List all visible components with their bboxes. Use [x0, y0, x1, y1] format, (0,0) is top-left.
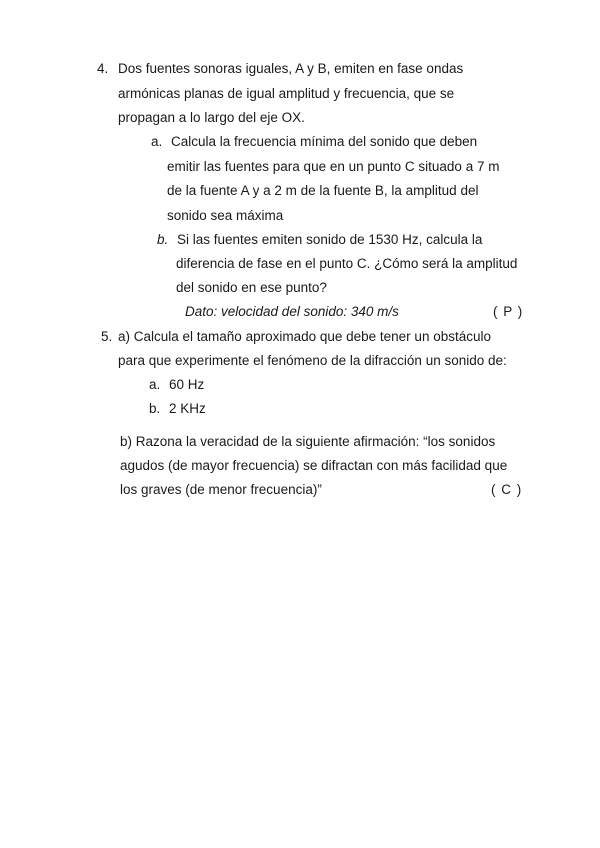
q4-tag: ( P )	[493, 304, 524, 319]
q5-option-b-text: 2 KHz	[169, 401, 206, 416]
q4a-line-4: sonido sea máxima	[167, 208, 284, 223]
q4a-line-2: emitir las fuentes para que en un punto C situado a 7 m	[167, 159, 500, 174]
q4-dato: Dato: velocidad del sonido: 340 m/s	[185, 304, 399, 319]
q4b-line-1: Si las fuentes emiten sonido de 1530 Hz, calcula la	[177, 232, 483, 247]
q5b-line-3: los graves (de menor frecuencia)”	[120, 482, 322, 497]
q5a-line-2: para que experimente el fenómeno de la difracción un sonido de:	[118, 353, 507, 368]
q5-option-a-text: 60 Hz	[169, 377, 205, 392]
q4a-marker: a.	[151, 134, 163, 149]
q5-tag: ( C )	[491, 482, 523, 497]
q4-text-line-2: armónicas planas de igual amplitud y frecuencia, que se	[118, 86, 455, 101]
q4a-line-1: Calcula la frecuencia mínima del sonido que deben	[171, 134, 478, 149]
q4b-marker: b.	[157, 232, 169, 247]
q4b-line-2: diferencia de fase en el punto C. ¿Cómo será la amplitud	[176, 256, 518, 271]
q4-text-line-1: Dos fuentes sonoras iguales, A y B, emiten en fase ondas	[118, 61, 464, 76]
q4-text-line-3: propagan a lo largo del eje OX.	[118, 110, 305, 125]
q5b-line-2: agudos (de mayor frecuencia) se difractan con más facilidad que	[120, 458, 508, 473]
q4b-line-3: del sonido en ese punto?	[176, 280, 327, 295]
q4a-line-3: de la fuente A y a 2 m de la fuente B, la amplitud del	[167, 183, 479, 198]
q4-number: 4.	[97, 61, 109, 76]
q5a-line-1: a) Calcula el tamaño aproximado que debe tener un obstáculo	[118, 329, 491, 344]
q5-number: 5.	[101, 329, 113, 344]
q5-option-b-marker: b.	[149, 401, 161, 416]
q5-option-a-marker: a.	[149, 377, 161, 392]
q5b-line-1: b) Razona la veracidad de la siguiente afirmación: “los sonidos	[120, 434, 496, 449]
